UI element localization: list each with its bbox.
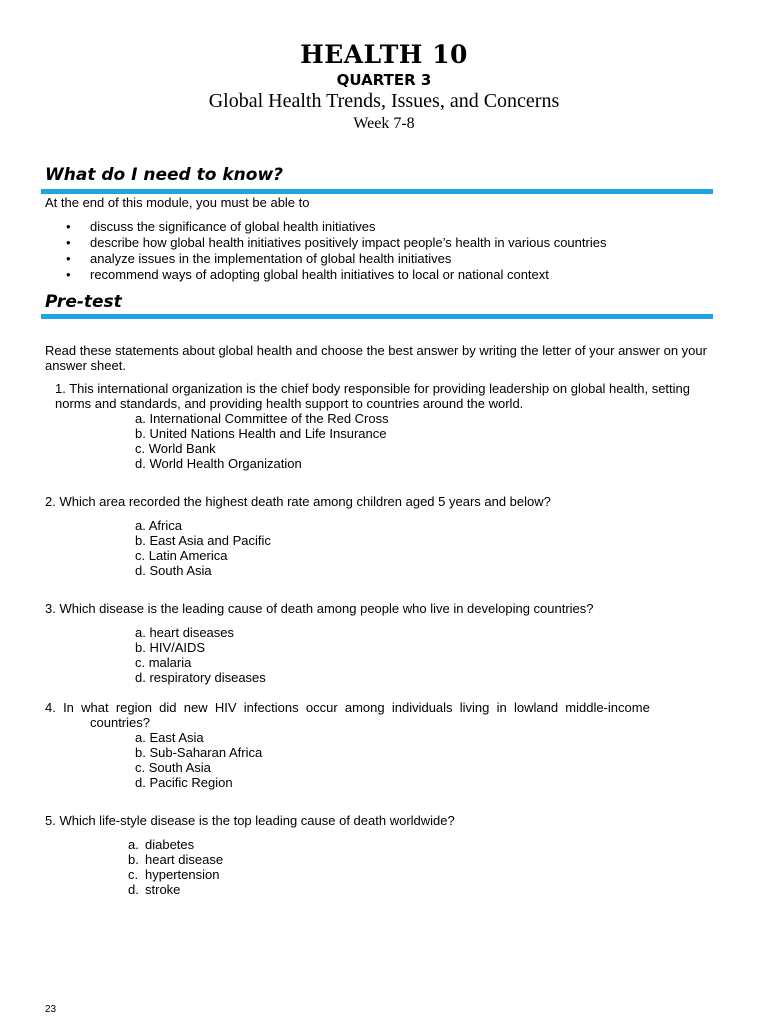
answer-option: c. Latin America [135,548,228,563]
option-letter: d. [128,882,139,897]
pretest-heading: Pre-test [45,292,122,312]
section-divider [41,189,713,194]
objective-item: • analyze issues in the implementation of global health initiatives [45,251,606,267]
question-4-options [135,730,262,790]
question-2: 2. Which area recorded the highest death rate among children aged 5 years and below? [45,494,551,509]
option-letter: a. [128,837,139,852]
answer-option: d. respiratory diseases [135,670,266,685]
objective-item: • discuss the significance of global health initiatives [45,219,606,235]
option-letter: b. [128,852,139,867]
question-5: 5. Which life-style disease is the top leading cause of death worldwide? [45,813,455,828]
question-1 [55,381,725,411]
answer-option: b. Sub-Saharan Africa [135,745,263,760]
question-4-line-2: countries? [90,715,150,730]
answer-option: a. Africa [135,518,182,533]
pretest-instructions: Read these statements about global health and choose the best answer by writing the letter of your answer on your answer sheet. [45,343,707,373]
answer-option: c. South Asia [135,760,211,775]
answer-option: d. World Health Organization [135,456,302,471]
question-1-options [135,411,389,471]
quarter-label: QUARTER 3 [336,71,432,89]
question-5-options [128,837,223,897]
objective-item: • recommend ways of adopting global health initiatives to local or national context [45,267,606,283]
answer-option: a. heart diseases [135,625,235,640]
objectives-list [45,219,606,283]
objectives-intro: At the end of this module, you must be able to [45,195,310,210]
what-to-know-heading: What do I need to know? [45,165,284,185]
answer-option [128,882,223,897]
question-3-options [135,625,266,685]
answer-option: b. East Asia and Pacific [135,533,271,548]
answer-option: d. Pacific Region [135,775,233,790]
option-label: heart disease [145,852,224,867]
question-4-line-1: 4. In what region did new HIV infections occur among individuals living in lowland middle-income [45,700,650,715]
objective-item: • describe how global health initiatives positively impact people’s health in various countries [45,235,606,251]
option-letter: c. [128,867,139,882]
option-label: diabetes [145,837,195,852]
answer-option: b. United Nations Health and Life Insurance [135,426,387,441]
option-label: stroke [145,882,181,897]
question-3: 3. Which disease is the leading cause of death among people who live in developing countries? [45,601,594,616]
option-label: hypertension [145,867,220,882]
page-number: 23 [45,1004,57,1015]
answer-option: a. International Committee of the Red Cross [135,411,389,426]
answer-option: d. South Asia [135,563,212,578]
answer-option: c. malaria [135,655,192,670]
answer-option: a. East Asia [135,730,204,745]
week-label: Week 7-8 [353,115,415,132]
answer-option [128,852,223,867]
answer-option: b. HIV/AIDS [135,640,206,655]
question-text: 1. This international organization is the chief body responsible for providing leadership on global health, setting norms and standards, and providing health support to countries around the world. [55,381,690,411]
answer-option [128,837,223,852]
question-2-options [135,518,271,578]
section-divider [41,314,713,319]
page-subtitle: Global Health Trends, Issues, and Concerns [208,90,560,112]
answer-option: c. World Bank [135,441,216,456]
answer-option [128,867,223,882]
page-title: HEALTH 10 [300,40,468,69]
